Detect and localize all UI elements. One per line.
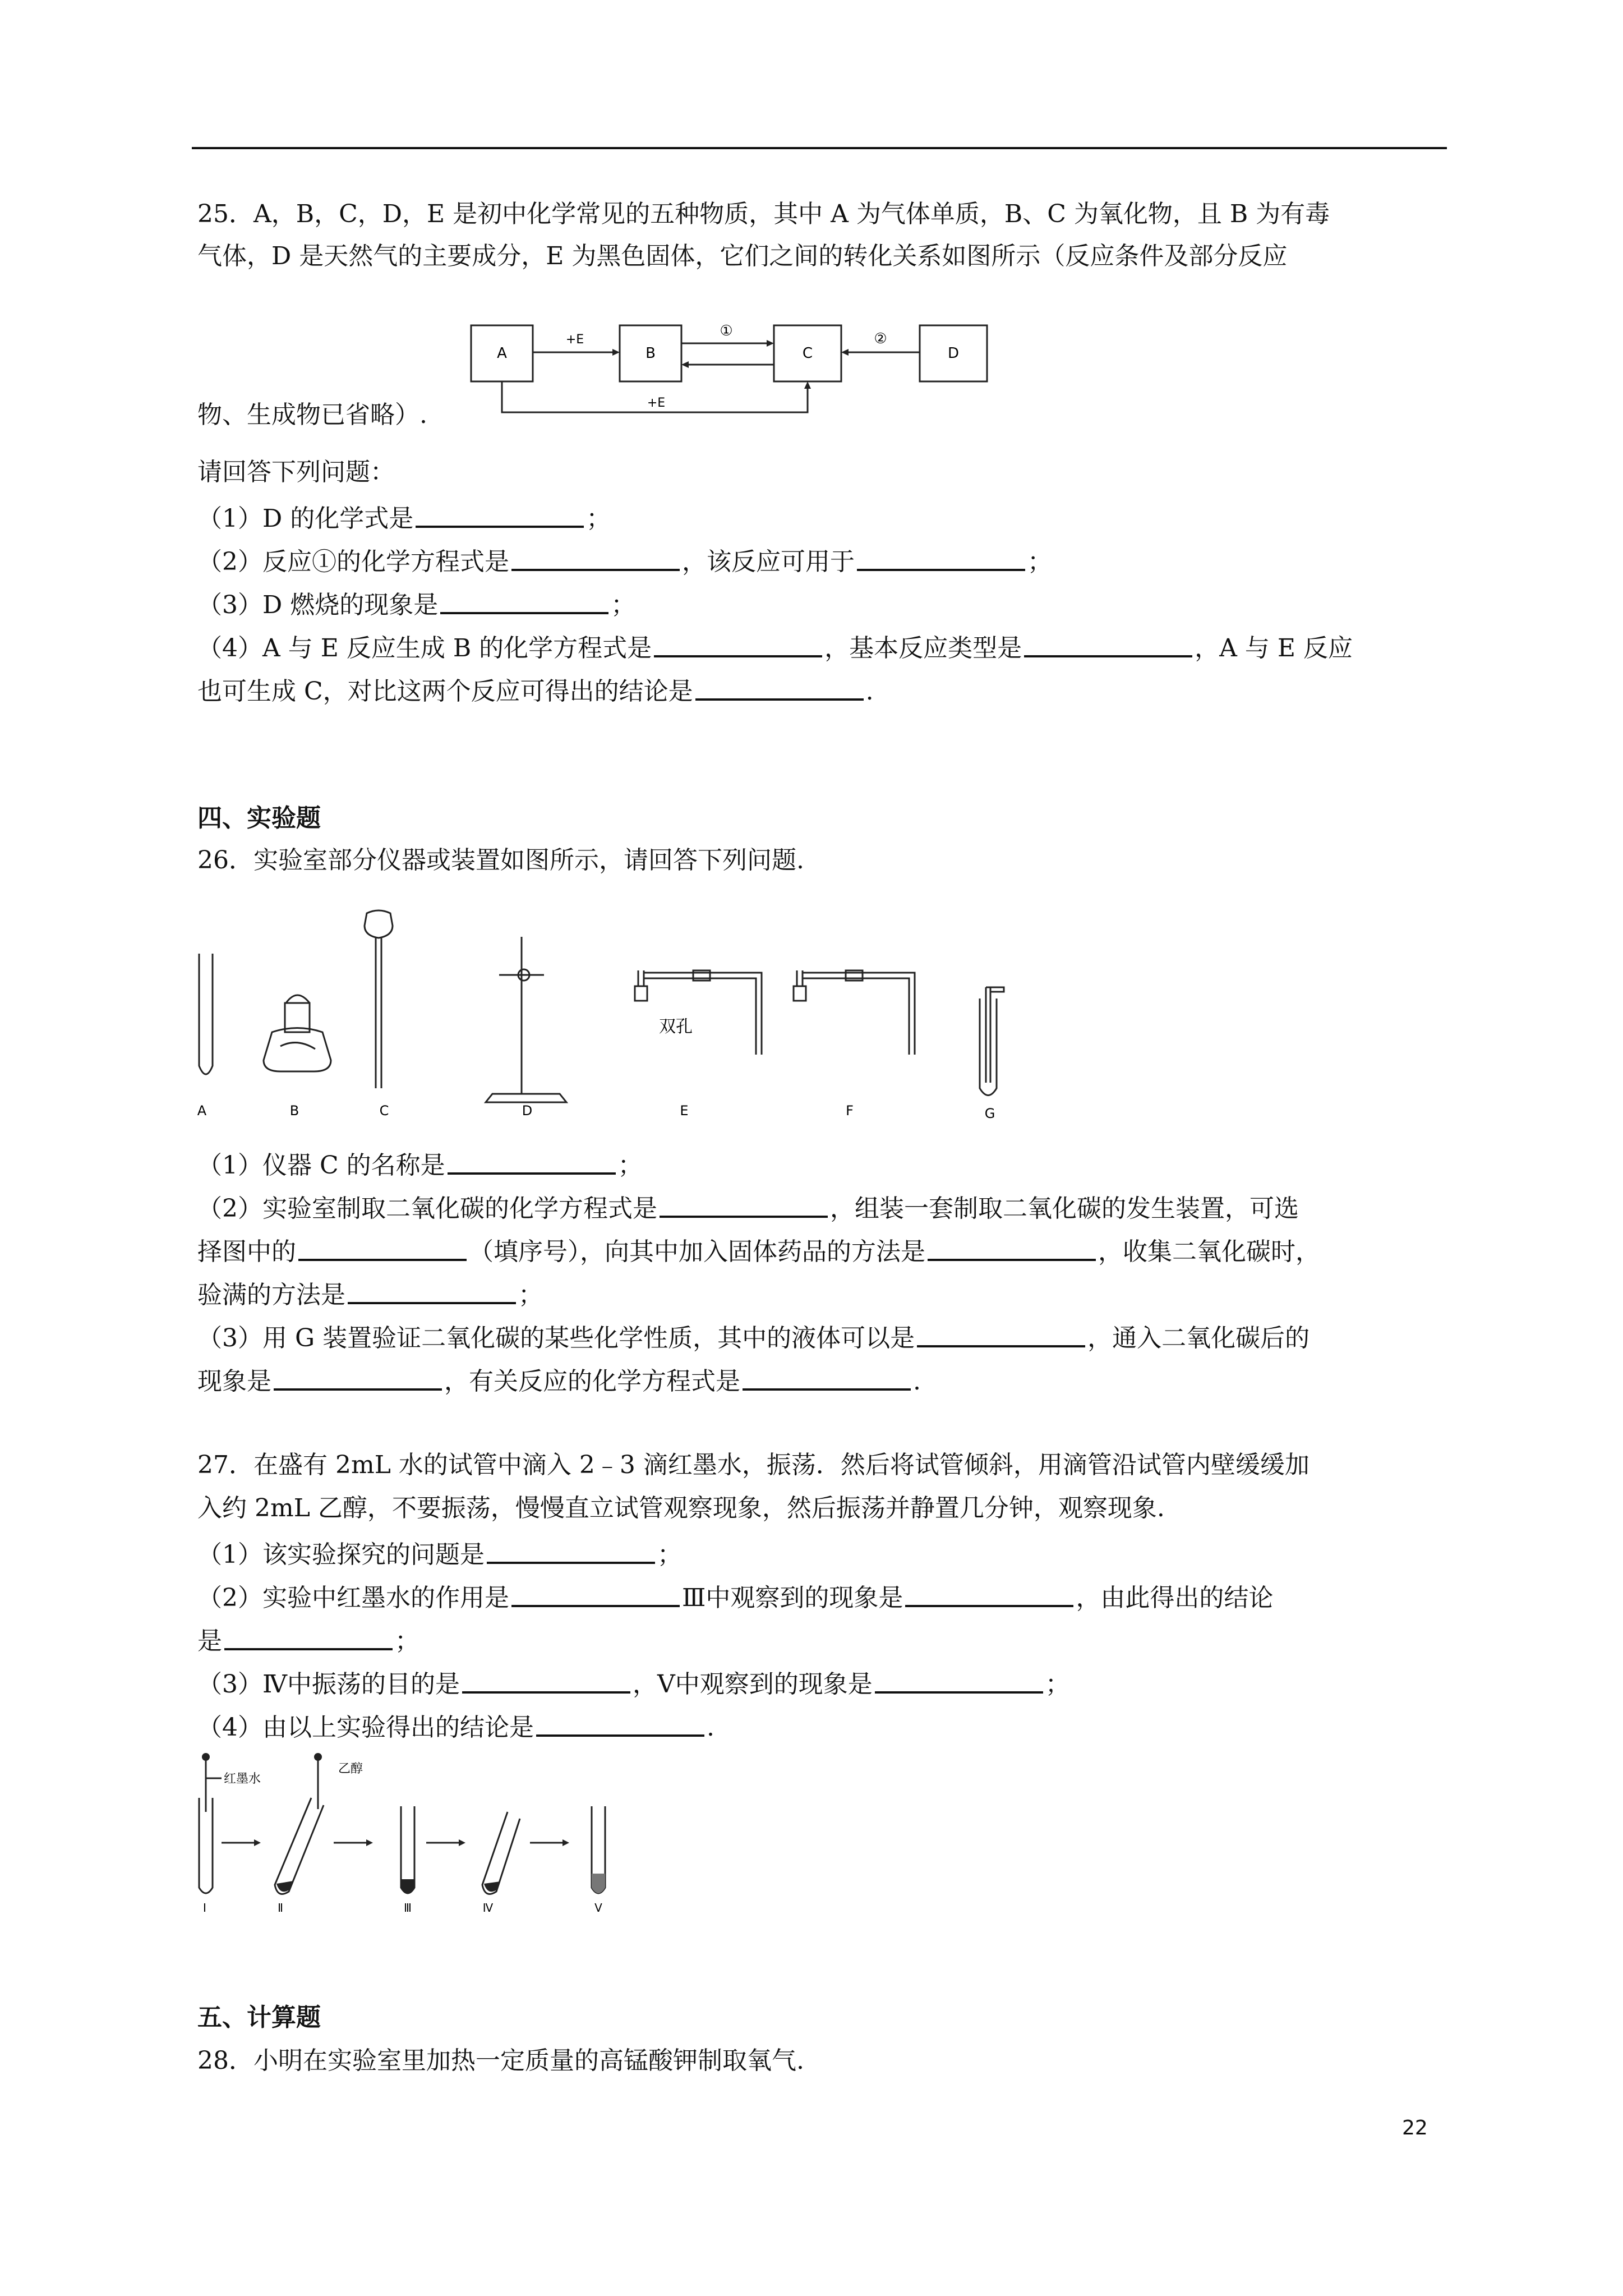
answer-blank[interactable]: [224, 1626, 393, 1650]
q26-apparatus-figure: [185, 903, 1060, 1128]
q27-line2: 入约 2mL 乙醇，不要振荡，慢慢直立试管观察现象，然后振荡并静置几分钟，观察现象.: [197, 1494, 1165, 1522]
tube-label-5: Ⅴ: [594, 1901, 602, 1913]
dropper-bulb-2: [314, 1753, 322, 1761]
apparatus-e-note: 双孔: [659, 1017, 693, 1037]
section-heading-experiments: 四、实验题: [197, 804, 321, 832]
answer-blank[interactable]: [875, 1669, 1043, 1694]
q26-sub2-cont: 择图中的 （填序号），向其中加入固体药品的方法是 ，收集二氧化碳时，: [197, 1237, 1320, 1266]
apparatus-label-f: F: [846, 1103, 854, 1119]
apparatus-f-delivery-tube: [794, 970, 915, 1055]
q25-prompt: 请回答下列问题：: [197, 458, 395, 486]
q25-sub1: （1）D 的化学式是 ；: [197, 504, 611, 533]
answer-blank[interactable]: [1024, 633, 1192, 657]
apparatus-label-e: E: [680, 1103, 689, 1119]
diagram-label-plus-e-bottom: +E: [647, 396, 666, 410]
diagram-label-plus-e-top: +E: [565, 333, 584, 347]
answer-blank[interactable]: [928, 1236, 1096, 1261]
q26-intro: 26．实验室部分仪器或装置如图所示，请回答下列问题.: [197, 846, 804, 875]
answer-blank[interactable]: [348, 1280, 516, 1304]
q26-sub1: （1）仪器 C 的名称是 ；: [197, 1151, 643, 1180]
answer-blank[interactable]: [743, 1366, 911, 1391]
answer-blank[interactable]: [857, 546, 1025, 571]
q26-sub2: （2）实验室制取二氧化碳的化学方程式是 ，组装一套制取二氧化碳的发生装置，可选: [197, 1194, 1299, 1223]
answer-blank[interactable]: [536, 1712, 704, 1737]
answer-blank[interactable]: [905, 1582, 1073, 1607]
tube-label-4: Ⅳ: [482, 1901, 494, 1913]
answer-blank[interactable]: [695, 676, 864, 701]
q25-line1: 25．A，B，C，D，E 是初中化学常见的五种物质，其中 A 为气体单质，B、C 为氧化物，且 B 为有毒: [197, 200, 1330, 228]
page-number: 22: [1402, 2116, 1428, 2139]
q27-sub3: （3）Ⅳ中振荡的目的是 ，Ⅴ中观察到的现象是 ；: [197, 1670, 1070, 1699]
tube-2: [275, 1756, 324, 1894]
answer-blank[interactable]: [448, 1150, 616, 1175]
figure-label-ethanol: 乙醇: [338, 1762, 363, 1776]
apparatus-b-alcohol-lamp: [264, 995, 331, 1071]
q25-line2: 气体，D 是天然气的主要成分，E 为黑色固体，它们之间的转化关系如图所示（反应条件及部分反应: [197, 242, 1288, 270]
q26-sub3: （3）用 G 装置验证二氧化碳的某些化学性质，其中的液体可以是 ，通入二氧化碳后的: [197, 1324, 1310, 1352]
q25-line3: 物、生成物已省略）.: [197, 401, 427, 429]
apparatus-label-c: C: [379, 1103, 389, 1119]
apparatus-g-test-tube: [980, 987, 1004, 1096]
q25-sub4: （4）A 与 E 反应生成 B 的化学方程式是 ，基本反应类型是 ，A 与 E 反应: [197, 634, 1353, 662]
answer-blank[interactable]: [654, 633, 822, 657]
q27-line1: 27．在盛有 2mL 水的试管中滴入 2﹣3 滴红墨水，振荡．然后将试管倾斜，用滴管沿试管内壁缓缓加: [197, 1451, 1310, 1479]
answer-blank[interactable]: [462, 1669, 630, 1694]
tube-label-2: Ⅱ: [278, 1901, 283, 1913]
answer-blank[interactable]: [487, 1539, 655, 1564]
apparatus-c-funnel: [365, 910, 393, 1088]
q25-sub2: （2）反应①的化学方程式是 ，该反应可用于 ；: [197, 547, 1052, 576]
answer-blank[interactable]: [660, 1193, 828, 1218]
apparatus-label-d: D: [522, 1103, 533, 1119]
apparatus-e-delivery-tube: [635, 970, 762, 1055]
diagram-label-reaction-1: ①: [720, 323, 733, 339]
header-rule: [192, 147, 1447, 149]
tube-1: [199, 1756, 222, 1893]
liquid-5: [592, 1874, 605, 1893]
diagram-label-c: C: [802, 345, 813, 362]
apparatus-label-b: B: [289, 1103, 299, 1119]
answer-blank[interactable]: [440, 590, 608, 614]
answer-blank[interactable]: [511, 1582, 680, 1607]
liquid-4: [484, 1881, 500, 1892]
apparatus-label-g: G: [984, 1106, 995, 1121]
dropper-bulb-1: [202, 1753, 210, 1761]
answer-blank[interactable]: [511, 546, 680, 571]
q28-line1: 28．小明在实验室里加热一定质量的高锰酸钾制取氧气.: [197, 2046, 804, 2075]
diagram-label-a: A: [497, 345, 507, 362]
q27-sub4: （4）由以上实验得出的结论是 .: [197, 1713, 714, 1742]
tube-label-1: Ⅰ: [203, 1901, 206, 1913]
q26-sub3-cont: 现象是 ，有关反应的化学方程式是 .: [197, 1367, 921, 1396]
q27-sub2: （2）实验中红墨水的作用是 Ⅲ中观察到的现象是 ，由此得出的结论: [197, 1584, 1274, 1612]
q25-sub4-cont: 也可生成 C，对比这两个反应可得出的结论是 .: [197, 677, 874, 706]
q27-sub1: （1）该实验探究的问题是 ；: [197, 1540, 682, 1569]
diagram-label-d: D: [947, 345, 960, 362]
apparatus-label-a: A: [197, 1103, 207, 1119]
liquid-2: [276, 1881, 293, 1892]
answer-blank[interactable]: [416, 503, 584, 528]
diagram-label-reaction-2: ②: [874, 330, 887, 347]
answer-blank[interactable]: [298, 1236, 467, 1261]
tube-label-3: Ⅲ: [404, 1901, 412, 1913]
apparatus-a-test-tube: [199, 954, 213, 1074]
answer-blank[interactable]: [917, 1323, 1085, 1347]
tube-4: [482, 1812, 520, 1894]
diagram-label-b: B: [645, 345, 656, 362]
q27-experiment-figure: [188, 1745, 614, 1913]
figure-label-red-ink: 红墨水: [224, 1772, 261, 1786]
q26-sub2-cont2: 验满的方法是 ；: [197, 1281, 543, 1309]
section-heading-calculation: 五、计算题: [197, 2003, 321, 2032]
answer-blank[interactable]: [274, 1366, 442, 1391]
q25-sub3: （3）D 燃烧的现象是 ；: [197, 591, 636, 619]
apparatus-d-iron-stand: [486, 937, 566, 1102]
q27-sub2-cont: 是 ；: [197, 1627, 419, 1655]
q25-relationship-diagram: [465, 314, 993, 421]
